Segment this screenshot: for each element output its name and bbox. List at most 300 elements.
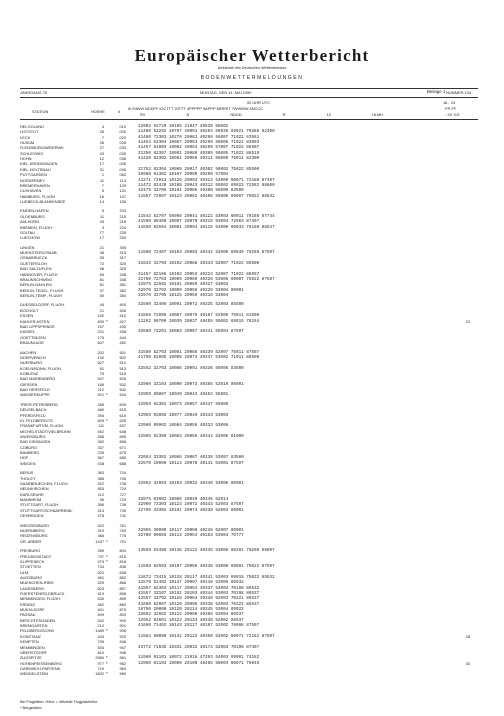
- station-name: ULM: [20, 569, 29, 575]
- station-hoehe: 282: [97, 439, 104, 445]
- station-name: EMDEN-HAFEN: [20, 208, 49, 214]
- station-codes: 41460 72303 10270 20081 40299 56007 71022 83561: [138, 134, 260, 140]
- station-hoehe: 16: [99, 193, 104, 199]
- station-hoehe: 422: [97, 522, 104, 528]
- station-hoehe: 366: [97, 533, 104, 539]
- station-index: 609: [119, 401, 126, 407]
- mountain-station-mark: *: [106, 655, 108, 661]
- station-name: LUECHOW: [20, 235, 40, 241]
- station-hoehe: 396: [97, 502, 104, 508]
- station-name: MEMMINGEN: [20, 644, 45, 650]
- mountain-station-mark: *: [106, 392, 108, 398]
- station-codes: 11564 80000 10132 20123 40350 52002 60071 72182 87597: [138, 633, 275, 639]
- station-index: 427: [119, 318, 126, 324]
- station-codes: 41750 62805 10095 20074 40347 53002 71011 86500: [138, 354, 260, 360]
- station-hoehe: 319: [97, 527, 104, 533]
- mountain-station-mark: *: [106, 558, 108, 564]
- station-hoehe: 480: [97, 407, 104, 413]
- station-name: BREMERHAVEN: [20, 182, 50, 188]
- station-index: 129: [119, 182, 126, 188]
- station-index: 688: [119, 460, 126, 466]
- station-name: REGENSBURG: [20, 533, 48, 539]
- station-index: 738: [119, 502, 126, 508]
- station-index: 317: [119, 255, 126, 261]
- station-index: 815: [119, 553, 126, 559]
- station-name: TRIER-PETRISBERG: [20, 401, 59, 407]
- station-name: PFERDSFELD: [20, 412, 46, 418]
- station-hoehe: 1437: [95, 538, 104, 544]
- station-index: 929: [119, 633, 126, 639]
- station-name: MICHELSTADT/VIELBRUNN: [20, 428, 71, 434]
- station-name: GIESSEN: [20, 381, 38, 387]
- station-name: KOBLENZ: [20, 370, 39, 376]
- station-index: 022: [119, 134, 126, 140]
- station-hoehe: 394: [97, 412, 104, 418]
- station-name: BERUS: [20, 470, 34, 476]
- station-name: BERCHTESGADEN: [20, 617, 56, 623]
- station-hoehe: 630: [97, 596, 104, 602]
- station-index: 046: [119, 166, 126, 172]
- date-label: MONTAG, DEN 14. MAI 1990: [200, 90, 252, 95]
- station-codes: 41454 62304 10087 20063 40299 56006 71022 83003: [138, 140, 260, 145]
- footer-note-2: * Bergstation: [20, 706, 42, 710]
- station-name: AUGSBURG: [20, 574, 43, 580]
- station-name: MUENCHEN-RIEM: [20, 580, 54, 586]
- station-name: LUEBECK-BLANKENSEE: [20, 198, 66, 204]
- station-name: ERDING: [20, 601, 36, 607]
- station-index: 526: [119, 376, 126, 382]
- station-codes: 31457 82106 10102 20053 40323 52007 71022 88597: [138, 271, 260, 277]
- station-index: 063: [119, 172, 126, 178]
- station-hoehe: 51: [99, 282, 104, 288]
- station-codes: 32960 73303 10123 20072 40343 52003 87597: [138, 502, 244, 508]
- station-name: BERLIN-TEMP., FLUGH: [20, 292, 63, 298]
- station-index: 776: [119, 533, 126, 539]
- station-name: STUTTGART/SCHNARRENB.: [20, 507, 73, 513]
- station-hoehe: 111: [98, 423, 104, 429]
- station-hoehe: 607: [97, 339, 104, 345]
- station-name: KOELN/BONN, FLUGH.: [20, 365, 62, 371]
- station-name: GOETTINGEN: [20, 334, 46, 340]
- station-codes: 11672 73415 10128 20117 40341 52003 69915 75022 85532: [138, 574, 275, 580]
- station-index: 866: [119, 580, 126, 586]
- station-name: GARMISCH-PARTENK.: [20, 665, 62, 671]
- station-name: HANNOVER, FLUGH: [20, 271, 58, 277]
- station-name: WUERZBURG: [20, 433, 46, 439]
- station-name: HOF: [20, 455, 29, 461]
- station-name: FRANKFURT/M, FLUGH.: [20, 423, 65, 429]
- station-hoehe: 519: [97, 591, 104, 596]
- station-name: OLDENBURG: [20, 213, 45, 219]
- station-hoehe: 157: [97, 323, 104, 329]
- station-codes: 41660 82607 10120 20098 40338 52003 70221 86537: [138, 601, 260, 607]
- station-name: ESSEN: [20, 313, 34, 319]
- station-name: GR. ARBER: [20, 538, 42, 544]
- time-main-label: 00 UHR UTC: [247, 100, 270, 105]
- station-hoehe: 21: [99, 307, 104, 313]
- station-hoehe: 363: [97, 470, 104, 476]
- page-subtitle: Amtsblatt des Deutschen Wetterdienstes: [217, 66, 287, 70]
- station-codes: 41660 71402 10143 20127 40107 52002 76098 87597: [138, 623, 260, 629]
- station-index: 113: [119, 177, 126, 183]
- station-index: 410: [119, 313, 126, 319]
- station-hoehe: 461: [97, 574, 104, 580]
- station-codes: 11472 62420 10106 20043 40312 55002 69922 72582 86800: [138, 182, 275, 188]
- station-hoehe: 212: [97, 386, 104, 392]
- station-name: HOHENPEISSENBERG: [20, 660, 62, 666]
- station-codes: 43772 71935 10331 20032 40174 52003 70198 87497: [138, 644, 260, 650]
- station-hoehe: 1832: [95, 671, 104, 677]
- station-name: KLIPPENECK: [20, 558, 45, 564]
- station-hoehe: 409: [97, 612, 104, 618]
- station-index: 857: [119, 585, 126, 591]
- station-index: 430: [119, 323, 126, 329]
- station-hoehe: 5: [101, 208, 104, 214]
- station-hoehe: 98: [99, 266, 104, 272]
- station-name: KASSEL: [20, 329, 36, 335]
- station-name: MUENSTER/OSNAB.: [20, 250, 58, 256]
- station-index: 320: [119, 260, 126, 266]
- station-name: LECK: [20, 134, 31, 140]
- station-hoehe: 212: [97, 623, 104, 629]
- station-name: DEUSELBACH: [20, 407, 47, 413]
- station-index: 305: [119, 244, 126, 250]
- station-codes: 11460 52202 10767 20091 40294 56036 69921 70288 82300: [138, 129, 275, 135]
- station-codes: 11650 82504 10081 20094 40115 54000 60033 76160 88547: [138, 224, 275, 230]
- station-name: HUSUM: [20, 140, 35, 145]
- station-hoehe: 734: [97, 564, 104, 570]
- station-index: 742: [119, 513, 126, 518]
- station-hoehe: 96: [99, 497, 104, 502]
- station-hoehe: 28: [99, 140, 104, 145]
- station-hoehe: 921: [97, 392, 104, 398]
- col-right-lower: - XX GG: [445, 112, 460, 117]
- station-hoehe: 705: [97, 639, 104, 645]
- station-hoehe: 14: [99, 198, 104, 204]
- station-name: KONSTANZ: [20, 633, 41, 639]
- station-name: PASSAU: [20, 612, 36, 618]
- station-codes: 42959 02005 10077 20049 40343 53003: [138, 412, 229, 418]
- station-name: WEIDEN: [20, 460, 36, 466]
- station-index: 616: [119, 412, 126, 418]
- station-index: 338: [119, 271, 126, 277]
- station-index: 452: [119, 339, 126, 345]
- station-hoehe: 55: [99, 271, 104, 277]
- station-codes: 32975 22502 10161 20069 40327 53003: [138, 282, 229, 288]
- station-index: 875: [119, 607, 126, 612]
- station-hoehe: 17: [99, 161, 104, 167]
- station-hoehe: 17: [99, 235, 104, 241]
- station-hoehe: 7: [101, 134, 104, 140]
- station-codes: 32664 33302 10066 20067 40138 53007 83500: [138, 455, 244, 461]
- station-name: BOCHOLT: [20, 307, 39, 313]
- station-name: SCHLESWIG: [20, 150, 44, 156]
- station-index: 406: [119, 307, 126, 313]
- station-name: BAMBERG: [20, 450, 40, 455]
- station-index: 635: [119, 417, 126, 423]
- col-codes-lower: RX N NDDD R 12 HLMH: [140, 112, 384, 117]
- station-hoehe: 231: [97, 329, 104, 335]
- time-right-label: 18 - 24: [443, 100, 456, 105]
- station-index: 791: [119, 538, 126, 544]
- header-rule-bottom: [20, 119, 478, 120]
- station-hoehe: 21: [99, 244, 104, 250]
- station-codes: 11543 82707 56098 20041 40122 53003 60011 76166 87744: [138, 213, 275, 219]
- station-hoehe: 12: [99, 156, 104, 162]
- station-hoehe: 265: [97, 401, 104, 407]
- station-name: BAD KISSINGEN: [20, 439, 51, 445]
- station-name: SAARBRUECKEN, FLUGH.: [20, 480, 69, 486]
- station-codes: 11271 72913 10126 20093 40314 53009 60071 72188 87497: [138, 177, 275, 183]
- mountain-station-mark: *: [106, 417, 108, 423]
- station-name: FREIBURG: [20, 548, 41, 554]
- station-index: 961: [119, 655, 126, 661]
- station-hoehe: 130: [97, 354, 104, 360]
- station-codes: 32965 30000 10117 20080 40246 52007 80001: [138, 527, 244, 533]
- station-index: 033: [119, 145, 126, 151]
- station-right-value: 30: [465, 660, 470, 666]
- station-hoehe: 553: [97, 486, 104, 492]
- station-index: 859: [119, 596, 126, 602]
- station-codes: 12960 01103 10090 20100 48485 50004 60071 76046: [138, 660, 260, 666]
- nummer-label: NUMMER 134: [446, 90, 472, 95]
- mountain-station-mark: *: [106, 553, 108, 559]
- station-index: 615: [119, 407, 126, 413]
- station-hoehe: 49: [99, 219, 104, 225]
- station-index: 763: [119, 527, 126, 533]
- col-station: STATION: [32, 109, 49, 114]
- station-codes: 31643 32703 10102 20088 40343 52007 71022 85500: [138, 260, 260, 266]
- station-hoehe: 27: [99, 145, 104, 151]
- station-index: 761: [119, 522, 126, 528]
- station-index: 381: [119, 282, 126, 288]
- station-name: BERLIN-DAHLEM: [20, 282, 52, 288]
- station-index: 438: [119, 329, 126, 335]
- station-codes: 21752 82304 10080 20017 40302 56002 75022 85500: [138, 166, 260, 172]
- station-right-value: 23: [465, 318, 470, 324]
- station-name: HAMBURG, FLUGH: [20, 193, 56, 199]
- station-codes: 41550 80409 10097 20070 40316 53004 72063 87497: [138, 219, 260, 225]
- station-name: OBERSTDORF: [20, 649, 48, 655]
- station-name: PUTTGARDEN: [20, 172, 47, 178]
- station-name: WENDELSTEIN: [20, 671, 49, 677]
- station-name: BRAUNLAGE: [20, 339, 44, 345]
- station-codes: 31350 82307 10091 20080 40305 59005 71022 88519: [138, 150, 260, 156]
- station-index: 727: [119, 491, 126, 497]
- station-name: AACHEN: [20, 349, 37, 355]
- station-codes: 42557 33702 10128 20084 40348 52003 70221 86537: [138, 596, 260, 602]
- station-hoehe: 7: [101, 182, 104, 188]
- station-hoehe: 5: [101, 188, 104, 194]
- station-name: AHLHORN: [20, 219, 40, 225]
- header-rule-top: [20, 88, 478, 89]
- station-name: MANNHEIM: [20, 497, 42, 502]
- station-index: 382: [119, 287, 126, 293]
- station-codes: 32952 02601 10122 20133 40336 52002 86537: [138, 617, 244, 623]
- station-codes: 32970 32702 10099 20056 40326 53004 80001: [138, 287, 244, 293]
- station-index: 038: [119, 156, 126, 162]
- station-name: BAD SALZUFLEN: [20, 266, 52, 272]
- station-index: 020: [119, 129, 126, 135]
- station-name: GUETERSLOH: [20, 260, 47, 266]
- station-index: 253: [119, 235, 126, 241]
- station-hoehe: 91: [99, 365, 104, 371]
- station-index: 026: [119, 140, 126, 145]
- station-name: BREMEN, FLUGH: [20, 224, 52, 230]
- station-codes: 11570 51402 10137 20097 40148 53005 86532: [138, 580, 244, 586]
- station-index: 724: [119, 486, 126, 492]
- station-hoehe: 1: [101, 172, 104, 178]
- station-index: 513: [119, 365, 126, 371]
- station-codes: 11557 72607 10123 20082 40106 55000 69907 76022 86532: [138, 193, 275, 199]
- station-name: CUXHAVEN: [20, 188, 42, 194]
- station-index: 962: [119, 660, 126, 666]
- beilage-label: Beilage 1: [427, 89, 446, 94]
- station-hoehe: 839: [97, 318, 104, 324]
- mountain-station-mark: *: [106, 538, 108, 544]
- station-hoehe: 26: [99, 129, 104, 135]
- station-name: ZUGSPITZE: [20, 655, 42, 661]
- station-index: 544: [119, 392, 126, 398]
- station-index: 671: [119, 444, 126, 450]
- station-index: 739: [119, 507, 126, 513]
- footer-note-1: Bei Flughäfen: Höhe = offizielle Flugplatzhöhe: [20, 700, 98, 704]
- station-index: 708: [119, 480, 126, 486]
- station-hoehe: 202: [97, 349, 104, 355]
- station-index: 963: [119, 665, 126, 671]
- station-hoehe: 2960: [95, 655, 104, 661]
- station-index: 131: [119, 188, 126, 194]
- station-index: 325: [119, 266, 126, 272]
- station-codes: 36960 91302 10107 20099 40290 57004: [138, 172, 229, 178]
- station-index: 946: [119, 639, 126, 645]
- station-name: THOLEY: [20, 475, 36, 481]
- station-index: 980: [119, 671, 126, 677]
- station-codes: 41557 82303 10117 20054 40337 53003 70198 86532: [138, 585, 260, 591]
- station-index: 147: [119, 193, 126, 199]
- station-codes: 11568 82503 10107 20066 40338 53006 69901 76022 87597: [138, 564, 275, 570]
- station-hoehe: 186: [97, 381, 104, 387]
- station-hoehe: 75: [99, 370, 104, 376]
- station-index: 675: [119, 450, 126, 455]
- station-codes: 32960 32103 10090 20073 40366 52010 80001: [138, 381, 244, 387]
- station-hoehe: 31: [99, 166, 104, 172]
- station-name: MEMMINGEN, FLUGH.: [20, 596, 62, 602]
- station-hoehe: 269: [97, 548, 104, 554]
- station-index: 045: [119, 161, 126, 167]
- section-title: BODENWETTERMELDUNGEN: [200, 75, 304, 81]
- station-index: 510: [119, 360, 126, 366]
- station-hoehe: 547: [97, 376, 104, 382]
- station-codes: 31550 82703 10081 20086 40339 52007 75011 87597: [138, 349, 260, 355]
- station-codes: 41557 33107 10151 20103 40344 53003 70198 86537: [138, 591, 260, 596]
- mountain-station-mark: *: [106, 628, 108, 634]
- station-hoehe: 797: [97, 553, 104, 559]
- station-name: HELGOLAND: [20, 124, 44, 129]
- page-title: Europäischer Wetterbericht: [134, 46, 370, 65]
- station-hoehe: 11: [99, 213, 104, 219]
- station-hoehe: 623: [97, 585, 104, 591]
- station-codes: 41457 81903 10062 20064 40299 57007 71022 88507: [138, 145, 260, 151]
- col-hoehe: HOEHE: [91, 109, 105, 114]
- station-index: 706: [119, 475, 126, 481]
- station-hoehe: 529: [97, 580, 104, 586]
- station-name: FLENSBURG/WEIERWK: [20, 145, 64, 151]
- station-codes: 32660 32406 10091 20072 40335 52003 85500: [138, 302, 244, 308]
- station-hoehe: 438: [97, 460, 104, 466]
- station-hoehe: 452: [97, 428, 104, 434]
- station-index: 218: [119, 219, 126, 225]
- station-index: 348: [119, 276, 126, 282]
- station-name: OEHRINGEN: [20, 513, 44, 518]
- station-hoehe: 81: [99, 276, 104, 282]
- station-index: 637: [119, 423, 126, 429]
- col-codes-upper: III IIIIWW NDDFF IOCTTT 2IITTT 4PPPPP 5APPP 6RRRIT 7WWWW 8NCCC: [128, 106, 263, 111]
- station-hoehe: 443: [97, 633, 104, 639]
- station-name: LIST/SYLT: [20, 129, 39, 135]
- station-codes: 32970 32705 10125 20069 40316 53004: [138, 292, 229, 298]
- station-name: STOETTEN: [20, 564, 41, 570]
- station-hoehe: 719: [97, 665, 104, 671]
- station-hoehe: 278: [97, 513, 104, 518]
- mountain-station-mark: *: [106, 660, 108, 666]
- station-codes: 32960 09902 10084 20056 40333 53006: [138, 423, 229, 429]
- station-index: 515: [119, 370, 126, 376]
- station-index: 648: [119, 428, 126, 434]
- station-index: 215: [119, 213, 126, 219]
- station-index: 803: [119, 548, 126, 554]
- station-name: FREUDENSTADT: [20, 553, 52, 559]
- station-index: 315: [119, 250, 126, 256]
- station-name: BAD HERSFELD: [20, 386, 50, 392]
- station-hoehe: 805: [97, 417, 104, 423]
- station-hoehe: 401: [97, 607, 104, 612]
- station-hoehe: 1489: [95, 628, 104, 634]
- station-hoehe: 50: [99, 292, 104, 298]
- station-name: KARLSRUHE: [20, 491, 44, 497]
- station-name: NORDERNEY: [20, 177, 45, 183]
- station-codes: 32562 32703 10086 20091 40336 55005 83500: [138, 365, 244, 371]
- station-hoehe: 175: [97, 334, 104, 340]
- station-name: KAHLER ASTEN: [20, 318, 50, 324]
- col-right-upper: PP-FF: [445, 106, 457, 111]
- station-index: 035: [119, 150, 126, 156]
- station-hoehe: 268: [97, 433, 104, 439]
- station-name: NUERBURG: [20, 360, 43, 366]
- station-hoehe: 43: [99, 150, 104, 156]
- station-index: 906: [119, 628, 126, 634]
- station-index: 948: [119, 649, 126, 655]
- station-hoehe: 322: [97, 480, 104, 486]
- jahrgang-label: JAHRGANG 75: [20, 90, 48, 95]
- station-codes: 13559 83408 10136 20122 40336 53005 60281 70298 86097: [138, 548, 275, 554]
- station-index: 852: [119, 574, 126, 580]
- station-hoehe: 77: [99, 229, 104, 235]
- station-hoehe: 45: [99, 302, 104, 308]
- station-name: KIEL-HOLTENAU: [20, 166, 51, 172]
- station-name: NEUNKIRCHEN: [20, 486, 49, 492]
- station-name: LINGEN: [20, 244, 35, 250]
- station-hoehe: 386: [97, 475, 104, 481]
- station-hoehe: 973: [97, 558, 104, 564]
- station-index: 818: [119, 558, 126, 564]
- station-codes: 32959 80807 10049 20043 48462 55001: [138, 392, 229, 398]
- station-hoehe: 567: [97, 455, 104, 461]
- station-codes: 31760 72703 10099 20060 40326 53005 69907 75022 87597: [138, 276, 275, 282]
- station-name: WEISSENBURG: [20, 522, 50, 528]
- station-codes: 32660 72201 10083 20067 40341 55004 87597: [138, 329, 244, 335]
- station-index: 947: [119, 644, 126, 650]
